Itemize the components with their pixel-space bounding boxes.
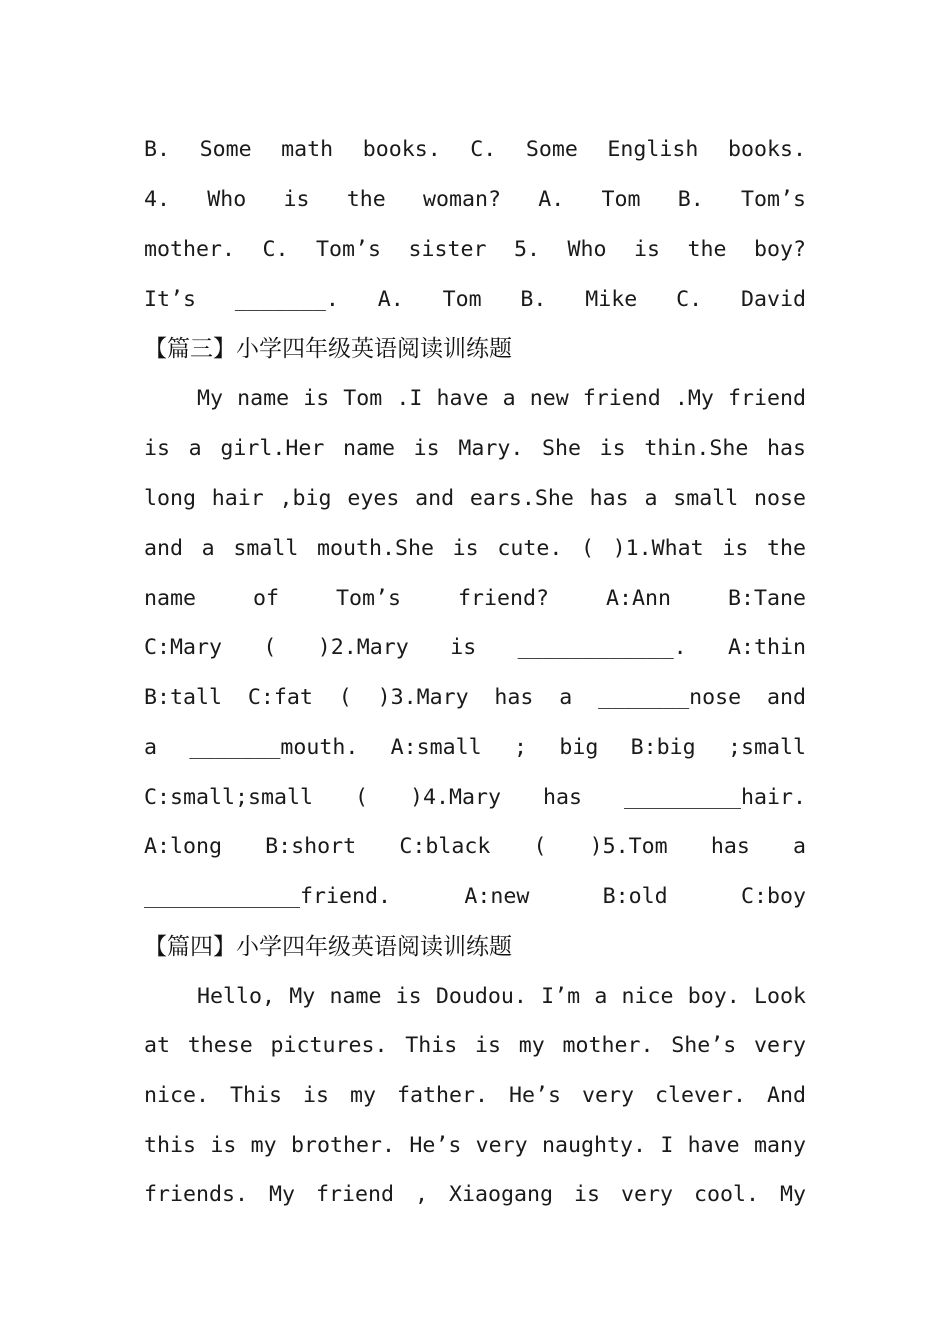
section-heading-4: 【篇四】小学四年级英语阅读训练题 (144, 934, 512, 960)
text-line: 4. Who is the woman? A. Tom B. Tom’s (144, 187, 806, 212)
text-line: is a girl.Her name is Mary. She is thin.She has (144, 436, 806, 461)
text-line: Hello, My name is Doudou. I’m a nice boy. Look (197, 984, 806, 1009)
text-line: ____________friend. A:new B:old C:boy (144, 884, 806, 909)
text-line: A:long B:short C:black ( )5.Tom has a (144, 834, 806, 859)
text-line: long hair ,big eyes and ears.She has a small nose (144, 486, 806, 511)
text-line: this is my brother. He’s very naughty. I have many (144, 1133, 806, 1158)
text-line: It’s _______. A. Tom B. Mike C. David (144, 287, 806, 312)
text-line: mother. C. Tom’s sister 5. Who is the boy? (144, 237, 806, 262)
text-line: at these pictures. This is my mother. She’s very (144, 1033, 806, 1058)
text-line: and a small mouth.She is cute. ( )1.What is the (144, 536, 806, 561)
text-line: friends. My friend , Xiaogang is very cool. My (144, 1182, 806, 1207)
text-line: B:tall C:fat ( )3.Mary has a _______nose and (144, 685, 806, 710)
section-heading-3: 【篇三】小学四年级英语阅读训练题 (144, 336, 512, 362)
text-line: name of Tom’s friend? A:Ann B:Tane (144, 586, 806, 611)
text-line: C:small;small ( )4.Mary has _________hair. (144, 785, 806, 810)
text-line: nice. This is my father. He’s very clever. And (144, 1083, 806, 1108)
text-line: C:Mary ( )2.Mary is ____________. A:thin (144, 635, 806, 660)
text-line: My name is Tom .I have a new friend .My friend (197, 386, 806, 411)
text-line: B. Some math books. C. Some English books. (144, 137, 806, 162)
text-line: a _______mouth. A:small ; big B:big ;small (144, 735, 806, 760)
